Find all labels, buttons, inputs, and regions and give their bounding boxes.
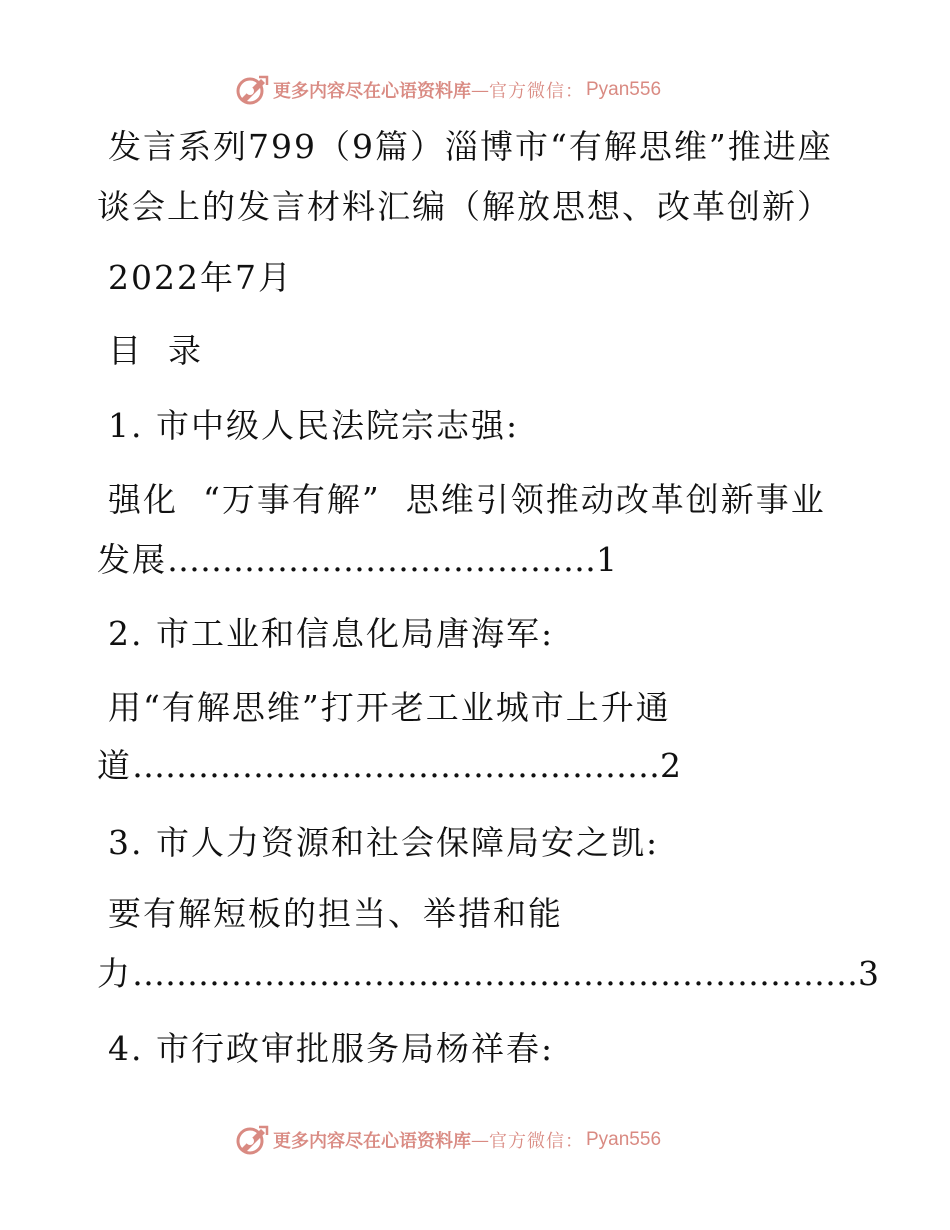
watermark-main-text: 更多内容尽在心语资料库 (273, 81, 471, 102)
watermark-sub-text: 官方微信： (489, 81, 584, 102)
watermark-dash: — (471, 79, 489, 101)
toc-entry-1-title-tail: 发展 (97, 540, 167, 579)
toc-entry-3-leader-dots: ………………………………………………………… (132, 954, 858, 993)
watermark-sub-text: 官方微信： (489, 1131, 584, 1152)
toc-entry-2-title: 用“有解思维”打开老工业城市上升通 (108, 688, 671, 727)
toc-entry-1-title-cont (97, 540, 619, 580)
toc-entry-4-speaker: 4. 市行政审批服务局杨祥春: (108, 1029, 555, 1068)
document-title-line-1: 发言系列799（9篇）淄博市“有解思维”推进座 (108, 127, 833, 166)
toc-entry-1-title-text: 强化 “万事有解” 思维引领推动改革创新事业 (108, 480, 826, 519)
watermark-dash: — (471, 1129, 489, 1151)
watermark-wechat-id: Pyan556 (586, 1129, 662, 1150)
toc-entry-1-speaker: 1. 市中级人民法院宗志强: (108, 406, 520, 445)
toc-entry-2-title-tail: 道 (97, 746, 132, 785)
toc-entry-3-title: 要有解短板的担当、举措和能 (108, 894, 563, 933)
toc-entry-1-title (108, 480, 826, 520)
toc-entry-2-leader-dots: ………………………………………… (132, 746, 660, 785)
watermark-header (235, 72, 661, 108)
toc-entry-1-leader-dots: ………………………………… (167, 540, 596, 579)
watermark-footer (235, 1122, 661, 1158)
pen-logo-icon (235, 1123, 269, 1157)
toc-heading-text: 目 录 (108, 331, 203, 370)
watermark-main-text: 更多内容尽在心语资料库 (273, 1131, 471, 1152)
toc-entry-3-title-cont (97, 954, 881, 994)
pen-logo-icon (235, 73, 269, 107)
toc-heading (108, 331, 203, 371)
toc-entry-2-page: 2 (660, 746, 683, 785)
watermark-wechat-id: Pyan556 (586, 79, 662, 100)
toc-entry-3-title-tail: 力 (97, 954, 132, 993)
toc-entry-2-title-cont (97, 746, 683, 786)
toc-entry-3-page: 3 (858, 954, 881, 993)
toc-entry-2-speaker: 2. 市工业和信息化局唐海军: (108, 614, 555, 653)
document-title-line-2: 谈会上的发言材料汇编（解放思想、改革创新） (97, 187, 832, 226)
toc-entry-3-speaker: 3. 市人力资源和社会保障局安之凯: (108, 823, 660, 862)
document-date: 2022年7月 (108, 258, 293, 297)
toc-entry-1-page: 1 (596, 540, 619, 579)
